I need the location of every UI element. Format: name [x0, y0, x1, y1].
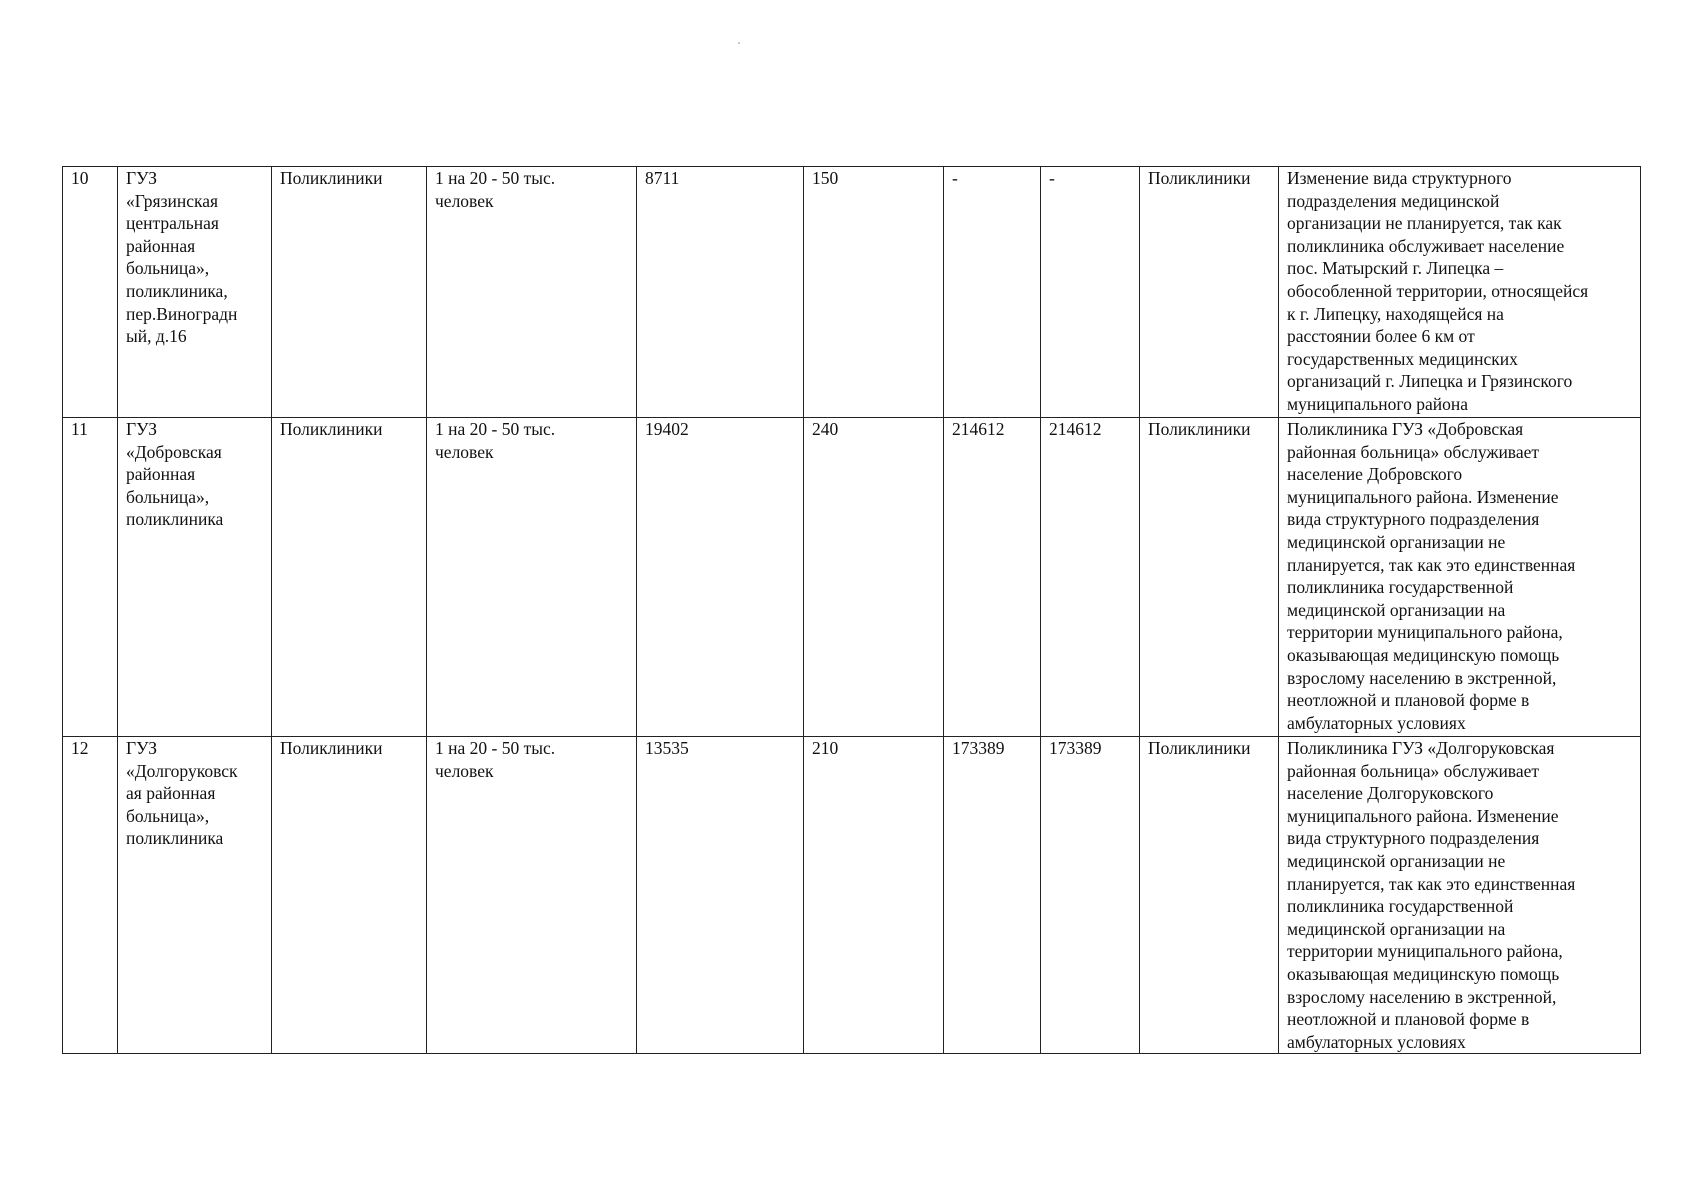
unit-type: Поликлиники: [272, 167, 427, 418]
justification-note: Поликлиника ГУЗ «Добровская районная больница» обслуживает население Добровского муниципального района. Изменение вида структурного подразделения медицинской организации не планируется, так как это единственная поликлиника государственной медицинской организации на территории муниципального района, оказывающая медицинскую помощь взрослому населению в экстренной, неотложной и плановой форме в амбулаторных условиях: [1279, 418, 1641, 737]
value-3: 214612: [944, 418, 1041, 737]
organization-name: ГУЗ «Долгоруковск ая районная больница», поликлиника: [118, 737, 272, 1054]
value-2: 240: [804, 418, 944, 737]
row-number: 12: [63, 737, 118, 1054]
organization-name: ГУЗ «Грязинская центральная районная больница», поликлиника, пер.Виноградн ый, д.16: [118, 167, 272, 418]
value-4: 173389: [1041, 737, 1140, 1054]
page-speck: [738, 42, 740, 44]
value-4: -: [1041, 167, 1140, 418]
value-3: -: [944, 167, 1041, 418]
unit-type-planned: Поликлиники: [1140, 418, 1279, 737]
value-1: 19402: [637, 418, 804, 737]
justification-note: Изменение вида структурного подразделения медицинской организации не планируется, так как поликлиника обслуживает население пос. Матырский г. Липецка – обособленной территории, относящейся к г. Липецку, находящейся на расстоянии более 6 км от государственных медицинских организаций г. Липецка и Грязинского муниципального района: [1279, 167, 1641, 418]
value-2: 210: [804, 737, 944, 1054]
table-row: [63, 167, 1641, 418]
value-3: 173389: [944, 737, 1041, 1054]
facilities-table: [62, 166, 1641, 1054]
unit-type-planned: Поликлиники: [1140, 737, 1279, 1054]
value-1: 8711: [637, 167, 804, 418]
unit-type: Поликлиники: [272, 418, 427, 737]
row-number: 11: [63, 418, 118, 737]
value-1: 13535: [637, 737, 804, 1054]
table-row: [63, 737, 1641, 1054]
staffing-norm: 1 на 20 - 50 тыс. человек: [427, 737, 637, 1054]
value-4: 214612: [1041, 418, 1140, 737]
table-row: [63, 418, 1641, 737]
staffing-norm: 1 на 20 - 50 тыс. человек: [427, 418, 637, 737]
justification-note: Поликлиника ГУЗ «Долгоруковская районная больница» обслуживает население Долгоруковского муниципального района. Изменение вида структурного подразделения медицинской организации не планируется, так как это единственная поликлиника государственной медицинской организации на территории муниципального района, оказывающая медицинскую помощь взрослому населению в экстренной, неотложной и плановой форме в амбулаторных условиях: [1279, 737, 1641, 1054]
row-number: 10: [63, 167, 118, 418]
organization-name: ГУЗ «Добровская районная больница», поликлиника: [118, 418, 272, 737]
staffing-norm: 1 на 20 - 50 тыс. человек: [427, 167, 637, 418]
value-2: 150: [804, 167, 944, 418]
unit-type-planned: Поликлиники: [1140, 167, 1279, 418]
unit-type: Поликлиники: [272, 737, 427, 1054]
